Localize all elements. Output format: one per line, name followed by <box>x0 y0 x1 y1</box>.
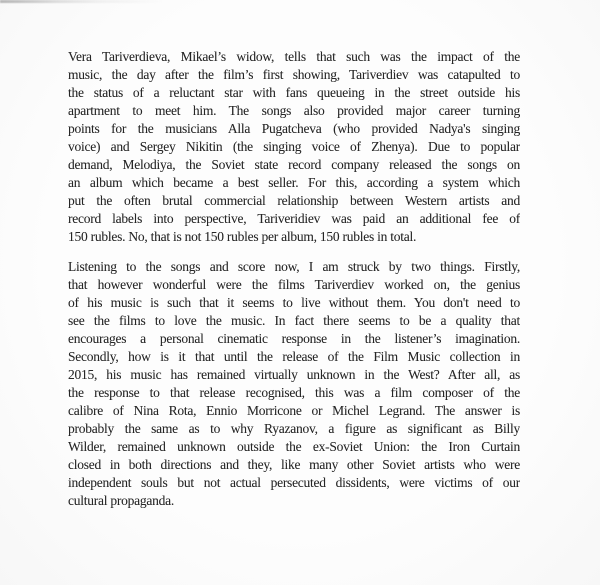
scan-artifact-top-left <box>0 0 165 3</box>
text-line: the response to that release recognised, this was a film composer of the <box>68 385 520 400</box>
text-line: points for the musicians Alla Pugatcheva (who provided Nadya's singing <box>68 121 520 136</box>
text-line: 2015, his music has remained virtually unknown in the West? After all, as <box>68 367 520 382</box>
text-line: of his music is such that it seems to live without them. You don't need to <box>68 295 520 310</box>
text-line: 150 rubles. No, that is not 150 rubles per album, 150 rubles in total. <box>68 229 417 244</box>
text-line: that however wonderful were the films Tariverdiev worked on, the genius <box>68 277 520 292</box>
text-line: put the often brutal commercial relationship between Western artists and <box>68 193 520 208</box>
text-line: cultural propaganda. <box>68 493 174 508</box>
text-line: Secondly, how is it that until the release of the Film Music collection in <box>68 349 520 364</box>
text-line: encourages a personal cinematic response in the listener’s imagination. <box>68 331 520 346</box>
text-line: see the films to love the music. In fact there seems to be a quality that <box>68 313 520 328</box>
text-line: independent souls but not actual persecuted dissidents, were victims of our <box>68 475 520 490</box>
text-line: Listening to the songs and score now, I am struck by two things. Firstly, <box>68 259 520 274</box>
text-line: an album which became a best seller. For this, according a system which <box>68 175 520 190</box>
text-line: record labels into perspective, Tariveridiev was paid an additional fee of <box>68 211 520 226</box>
text-line: calibre of Nina Rota, Ennio Morricone or Michel Legrand. The answer is <box>68 403 520 418</box>
text-line: music, the day after the film’s first showing, Tariverdiev was catapulted to <box>68 67 520 82</box>
text-line: probably the same as to why Ryazanov, a figure as significant as Billy <box>68 421 520 436</box>
text-line: the status of a reluctant star with fans queueing in the street outside his <box>68 85 520 100</box>
text-line: Wilder, remained unknown outside the ex-Soviet Union: the Iron Curtain <box>68 439 520 454</box>
paragraph-1 <box>68 48 520 246</box>
text-line: Vera Tariverdieva, Mikael’s widow, tells that such was the impact of the <box>68 49 520 64</box>
text-line: closed in both directions and they, like many other Soviet artists who were <box>68 457 520 472</box>
text-line: apartment to meet him. The songs also provided major career turning <box>68 103 520 118</box>
liner-notes-text <box>68 48 520 510</box>
paragraph-2 <box>68 258 520 510</box>
text-line: demand, Melodiya, the Soviet state record company released the songs on <box>68 157 520 172</box>
text-line: voice) and Sergey Nikitin (the singing voice of Zhenya). Due to popular <box>68 139 520 154</box>
